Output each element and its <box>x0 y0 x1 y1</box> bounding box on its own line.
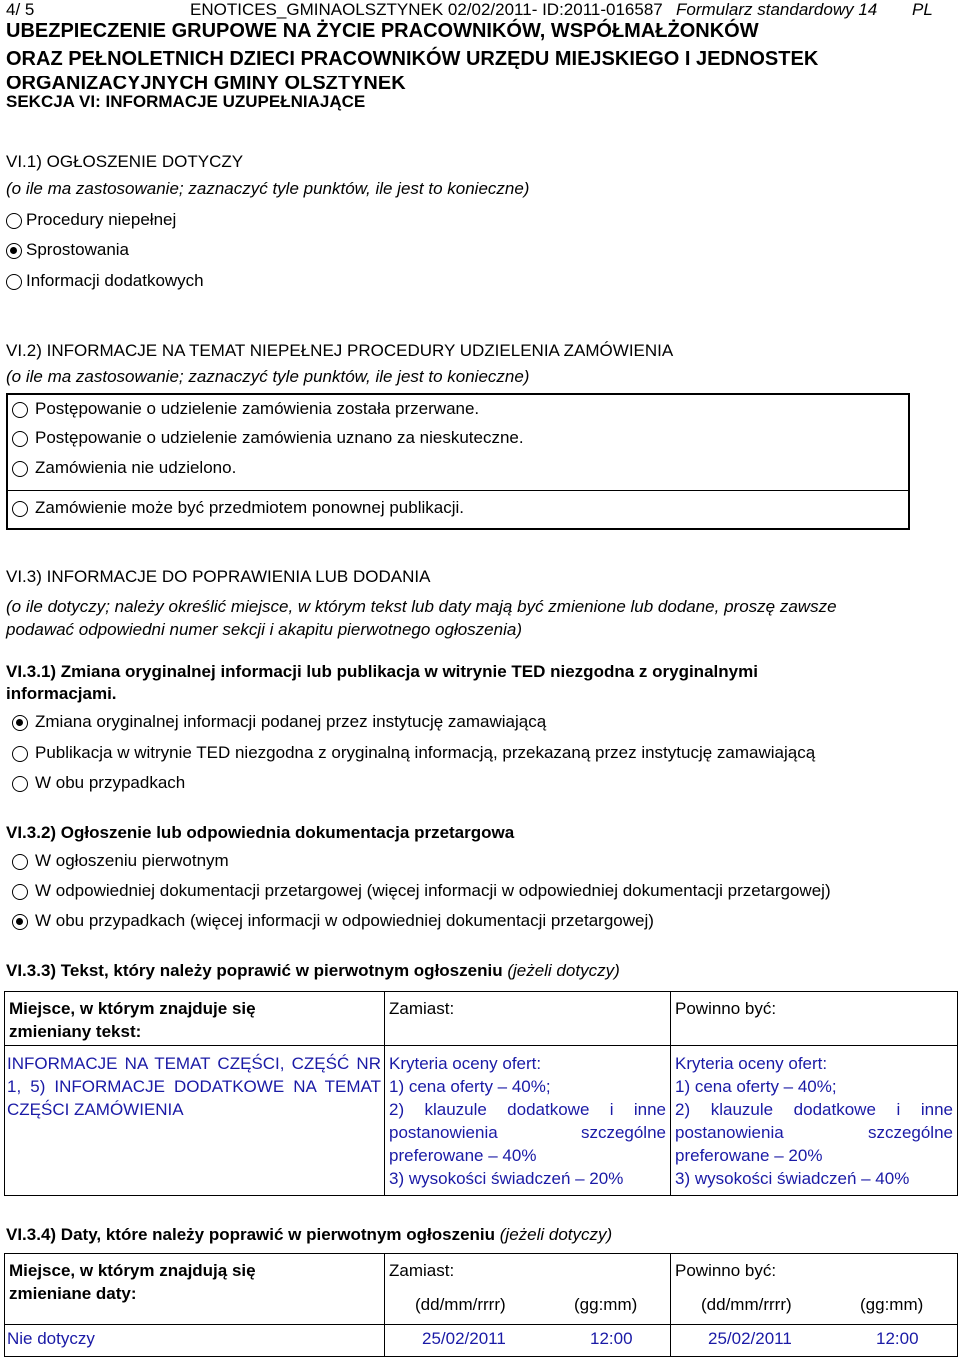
vi33-instead-line4: 3) wysokości świadczeń – 20% <box>389 1169 624 1188</box>
vi31-label-obu: W obu przypadkach <box>35 773 186 792</box>
vi34-table-col-divider-1 <box>384 1253 385 1357</box>
vi33-instead-line2: 1) cena oferty – 40%; <box>389 1077 551 1096</box>
vi1-radio-sprostowania[interactable] <box>6 243 22 259</box>
vi34-heading <box>6 1225 612 1245</box>
vi34-col-place: Miejsce, w którym znajdują się zmieniane daty: <box>9 1261 256 1303</box>
vi31-heading-line2: informacjami. <box>6 684 117 703</box>
vi33-table-header-divider <box>4 1045 958 1046</box>
vi34-row-instead-date: 25/02/2011 <box>422 1329 506 1348</box>
vi32-heading: VI.3.2) Ogłoszenie lub odpowiednia dokumentacja przetargowa <box>6 823 515 842</box>
vi34-col-should: Powinno być: <box>675 1261 777 1280</box>
vi2-divider <box>6 490 910 491</box>
vi1-label-sprostowania: Sprostowania <box>26 240 130 259</box>
vi1-radio-informacji[interactable] <box>6 274 22 290</box>
vi2-radio-przerwane[interactable] <box>12 402 28 418</box>
vi1-label-procedury: Procedury niepełnej <box>26 210 177 229</box>
vi31-radio-obu[interactable] <box>12 776 28 792</box>
vi33-heading-text: VI.3.3) Tekst, który należy poprawić w pierwotnym ogłoszeniu <box>6 961 503 980</box>
vi32-label-obu: W obu przypadkach (więcej informacji w odpowiedniej dokumentacji przetargowej) <box>35 911 654 930</box>
vi33-heading <box>6 961 620 981</box>
vi33-row-place: INFORMACJE NA TEMAT CZĘŚCI, CZĘŚĆ NR 1, 5) INFORMACJE DODATKOWE NA TEMAT CZĘŚCI ZAMÓWIENIA <box>7 1054 381 1119</box>
vi33-heading-suffix: (jeżeli dotyczy) <box>507 961 620 980</box>
vi2-radio-nie-udzielono[interactable] <box>12 461 28 477</box>
vi33-row-should <box>675 1052 953 1190</box>
vi3-note-line1: (o ile dotyczy; należy określić miejsce, w którym tekst lub daty mają być zmienione lub dodane, proszę zawsze <box>6 597 837 616</box>
vi33-row-instead <box>389 1052 666 1190</box>
vi31-heading-line1: VI.3.1) Zmiana oryginalnej informacji lub publikacja w witrynie TED niezgodna z oryginalnymi <box>6 662 758 681</box>
document-id: ENOTICES_GMINAOLSZTYNEK 02/02/2011- ID:2011-016587 <box>190 0 663 19</box>
vi34-heading-suffix: (jeżeli dotyczy) <box>499 1225 613 1244</box>
notice-title-line1: UBEZPIECZENIE GRUPOWE NA ŻYCIE PRACOWNIKÓW, WSPÓŁMAŁŻONKÓW <box>6 20 759 42</box>
vi2-heading: VI.2) INFORMACJE NA TEMAT NIEPEŁNEJ PROCEDURY UDZIELENIA ZAMÓWIENIA <box>6 341 674 360</box>
vi34-sub-should-time: (gg:mm) <box>860 1295 924 1314</box>
vi33-should-line3: 2) klauzule dodatkowe i inne postanowienia szczególne preferowane – 20% <box>675 1100 953 1165</box>
notice-title-line3: ORGANIZACYJNYCH GMINY OLSZTYNEK <box>6 76 406 92</box>
vi32-radio-ogloszenie[interactable] <box>12 854 28 870</box>
vi2-label-przerwane: Postępowanie o udzielenie zamówienia została przerwane. <box>35 399 480 418</box>
vi34-sub-instead-time: (gg:mm) <box>574 1295 638 1314</box>
vi34-heading-text: VI.3.4) Daty, które należy poprawić w pierwotnym ogłoszeniu <box>6 1225 496 1244</box>
vi33-should-line2: 1) cena oferty – 40%; <box>675 1077 837 1096</box>
notice-title-line2: ORAZ PEŁNOLETNICH DZIECI PRACOWNIKÓW URZĘDU MIEJSKIEGO I JEDNOSTEK <box>6 48 819 70</box>
vi33-col-instead: Zamiast: <box>389 999 455 1018</box>
vi34-row-should-time: 12:00 <box>876 1329 919 1348</box>
vi34-row-should-date: 25/02/2011 <box>708 1329 792 1348</box>
vi3-note-line2: podawać odpowiedni numer sekcji i akapitu pierwotnego ogłoszenia) <box>6 620 522 639</box>
vi2-radio-ponowna-publikacja[interactable] <box>12 501 28 517</box>
vi32-label-dokumentacja: W odpowiedniej dokumentacji przetargowej (więcej informacji w odpowiedniej dokumentacji przetargowej) <box>35 881 831 900</box>
vi34-table-col-divider-2 <box>670 1253 671 1357</box>
notice-title-clip <box>0 76 960 92</box>
vi2-note: (o ile ma zastosowanie; zaznaczyć tyle punktów, ile jest to konieczne) <box>6 367 530 386</box>
vi32-radio-dokumentacja[interactable] <box>12 884 28 900</box>
vi31-radio-publikacja[interactable] <box>12 746 28 762</box>
form-type: Formularz standardowy 14 <box>676 0 878 19</box>
vi33-col-place: Miejsce, w którym znajduje się zmieniany tekst: <box>9 999 256 1041</box>
vi1-label-informacji: Informacji dodatkowych <box>26 271 204 290</box>
vi3-heading: VI.3) INFORMACJE DO POPRAWIENIA LUB DODANIA <box>6 567 431 586</box>
vi34-col-instead: Zamiast: <box>389 1261 455 1280</box>
vi34-row-instead-time: 12:00 <box>590 1329 633 1348</box>
vi34-row-place: Nie dotyczy <box>7 1329 95 1348</box>
vi33-should-line4: 3) wysokości świadczeń – 40% <box>675 1169 910 1188</box>
vi33-instead-line1: Kryteria oceny ofert: <box>389 1054 542 1073</box>
vi32-radio-obu[interactable] <box>12 914 28 930</box>
vi32-label-ogloszenie: W ogłoszeniu pierwotnym <box>35 851 229 870</box>
vi1-note: (o ile ma zastosowanie; zaznaczyć tyle punktów, ile jest to konieczne) <box>6 179 530 198</box>
vi31-label-zmiana: Zmiana oryginalnej informacji podanej przez instytucję zamawiającą <box>35 712 547 731</box>
vi1-heading: VI.1) OGŁOSZENIE DOTYCZY <box>6 152 244 171</box>
vi33-should-line1: Kryteria oceny ofert: <box>675 1054 828 1073</box>
vi33-table-col-divider-2 <box>670 991 671 1196</box>
vi34-sub-instead-date: (dd/mm/rrrr) <box>415 1295 506 1314</box>
vi33-table-col-divider-1 <box>384 991 385 1196</box>
vi2-label-nieskuteczne: Postępowanie o udzielenie zamówienia uznano za nieskuteczne. <box>35 428 524 447</box>
vi34-sub-should-date: (dd/mm/rrrr) <box>701 1295 792 1314</box>
vi31-radio-zmiana[interactable] <box>12 715 28 731</box>
vi31-label-publikacja: Publikacja w witrynie TED niezgodna z oryginalną informacją, przekazaną przez instytucję zamawiającą <box>35 743 816 762</box>
section-title: SEKCJA VI: INFORMACJE UZUPEŁNIAJĄCE <box>6 92 366 111</box>
vi34-table-header-divider <box>4 1324 958 1325</box>
language-code: PL <box>912 0 933 19</box>
vi2-radio-nieskuteczne[interactable] <box>12 431 28 447</box>
page-number: 4/ 5 <box>6 0 35 19</box>
vi33-col-should: Powinno być: <box>675 999 777 1018</box>
vi2-label-ponowna-publikacja: Zamówienie może być przedmiotem ponownej publikacji. <box>35 498 464 517</box>
vi1-radio-procedury[interactable] <box>6 213 22 229</box>
vi2-label-nie-udzielono: Zamówienia nie udzielono. <box>35 458 237 477</box>
vi33-instead-line3: 2) klauzule dodatkowe i inne postanowienia szczególne preferowane – 40% <box>389 1100 666 1165</box>
